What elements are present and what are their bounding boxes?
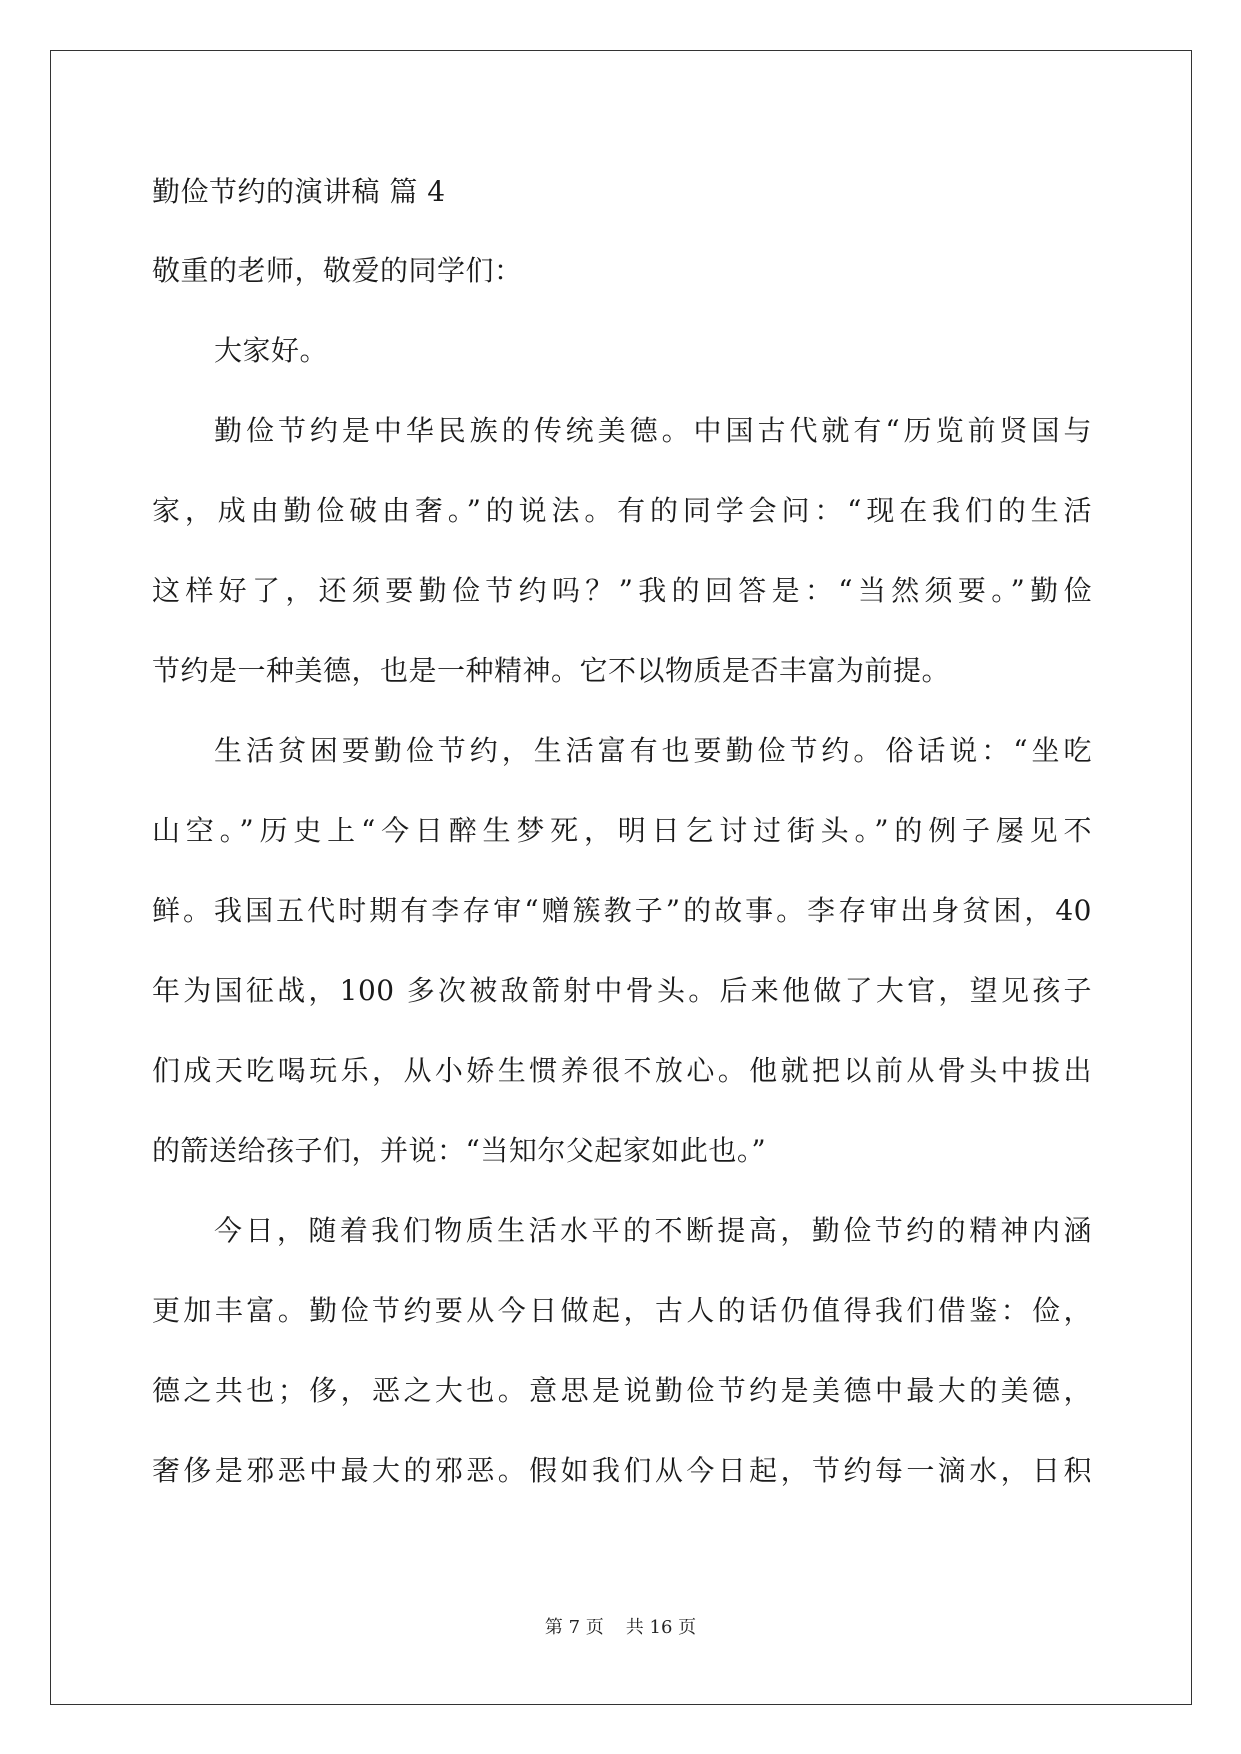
paragraph-line: 鲜。我国五代时期有李存审“赠簇教子”的故事。李存审出身贫困，40	[152, 894, 1092, 927]
paragraph-line: 这样好了，还须要勤俭节约吗？”我的回答是：“当然须要。”勤俭	[152, 574, 1092, 607]
paragraph-line: 德之共也；侈，恶之大也。意思是说勤俭节约是美德中最大的美德，	[152, 1374, 1092, 1407]
paragraph-line: 勤俭节约是中华民族的传统美德。中国古代就有“历览前贤国与	[214, 414, 1092, 447]
paragraph-line: 今日，随着我们物质生活水平的不断提高，勤俭节约的精神内涵	[214, 1214, 1092, 1247]
document-heading: 勤俭节约的演讲稿 篇 4	[152, 175, 446, 208]
page-number: 第 7 页	[544, 1617, 604, 1638]
paragraph-line: 大家好。	[214, 334, 329, 367]
paragraph-line: 更加丰富。勤俭节约要从今日做起，古人的话仍值得我们借鉴：俭，	[152, 1294, 1092, 1327]
paragraph-line: 节约是一种美德，也是一种精神。它不以物质是否丰富为前提。	[152, 654, 951, 687]
salutation: 敬重的老师，敬爱的同学们：	[152, 254, 523, 287]
paragraph-line: 生活贫困要勤俭节约，生活富有也要勤俭节约。俗话说：“坐吃	[214, 734, 1092, 767]
paragraph-line: 家，成由勤俭破由奢。”的说法。有的同学会问：“现在我们的生活	[152, 494, 1092, 527]
paragraph-line: 们成天吃喝玩乐，从小娇生惯养很不放心。他就把以前从骨头中拔出	[152, 1054, 1092, 1087]
paragraph-line: 年为国征战，100 多次被敌箭射中骨头。后来他做了大官，望见孩子	[152, 974, 1092, 1007]
page-footer	[0, 1616, 1241, 1640]
page-total: 共 16 页	[625, 1617, 697, 1638]
paragraph-line: 的箭送给孩子们，并说：“当知尔父起家如此也。”	[152, 1134, 767, 1167]
paragraph-line: 山空。”历史上“今日醉生梦死，明日乞讨过街头。”的例子屡见不	[152, 814, 1092, 847]
paragraph-line: 奢侈是邪恶中最大的邪恶。假如我们从今日起，节约每一滴水，日积	[152, 1454, 1092, 1487]
